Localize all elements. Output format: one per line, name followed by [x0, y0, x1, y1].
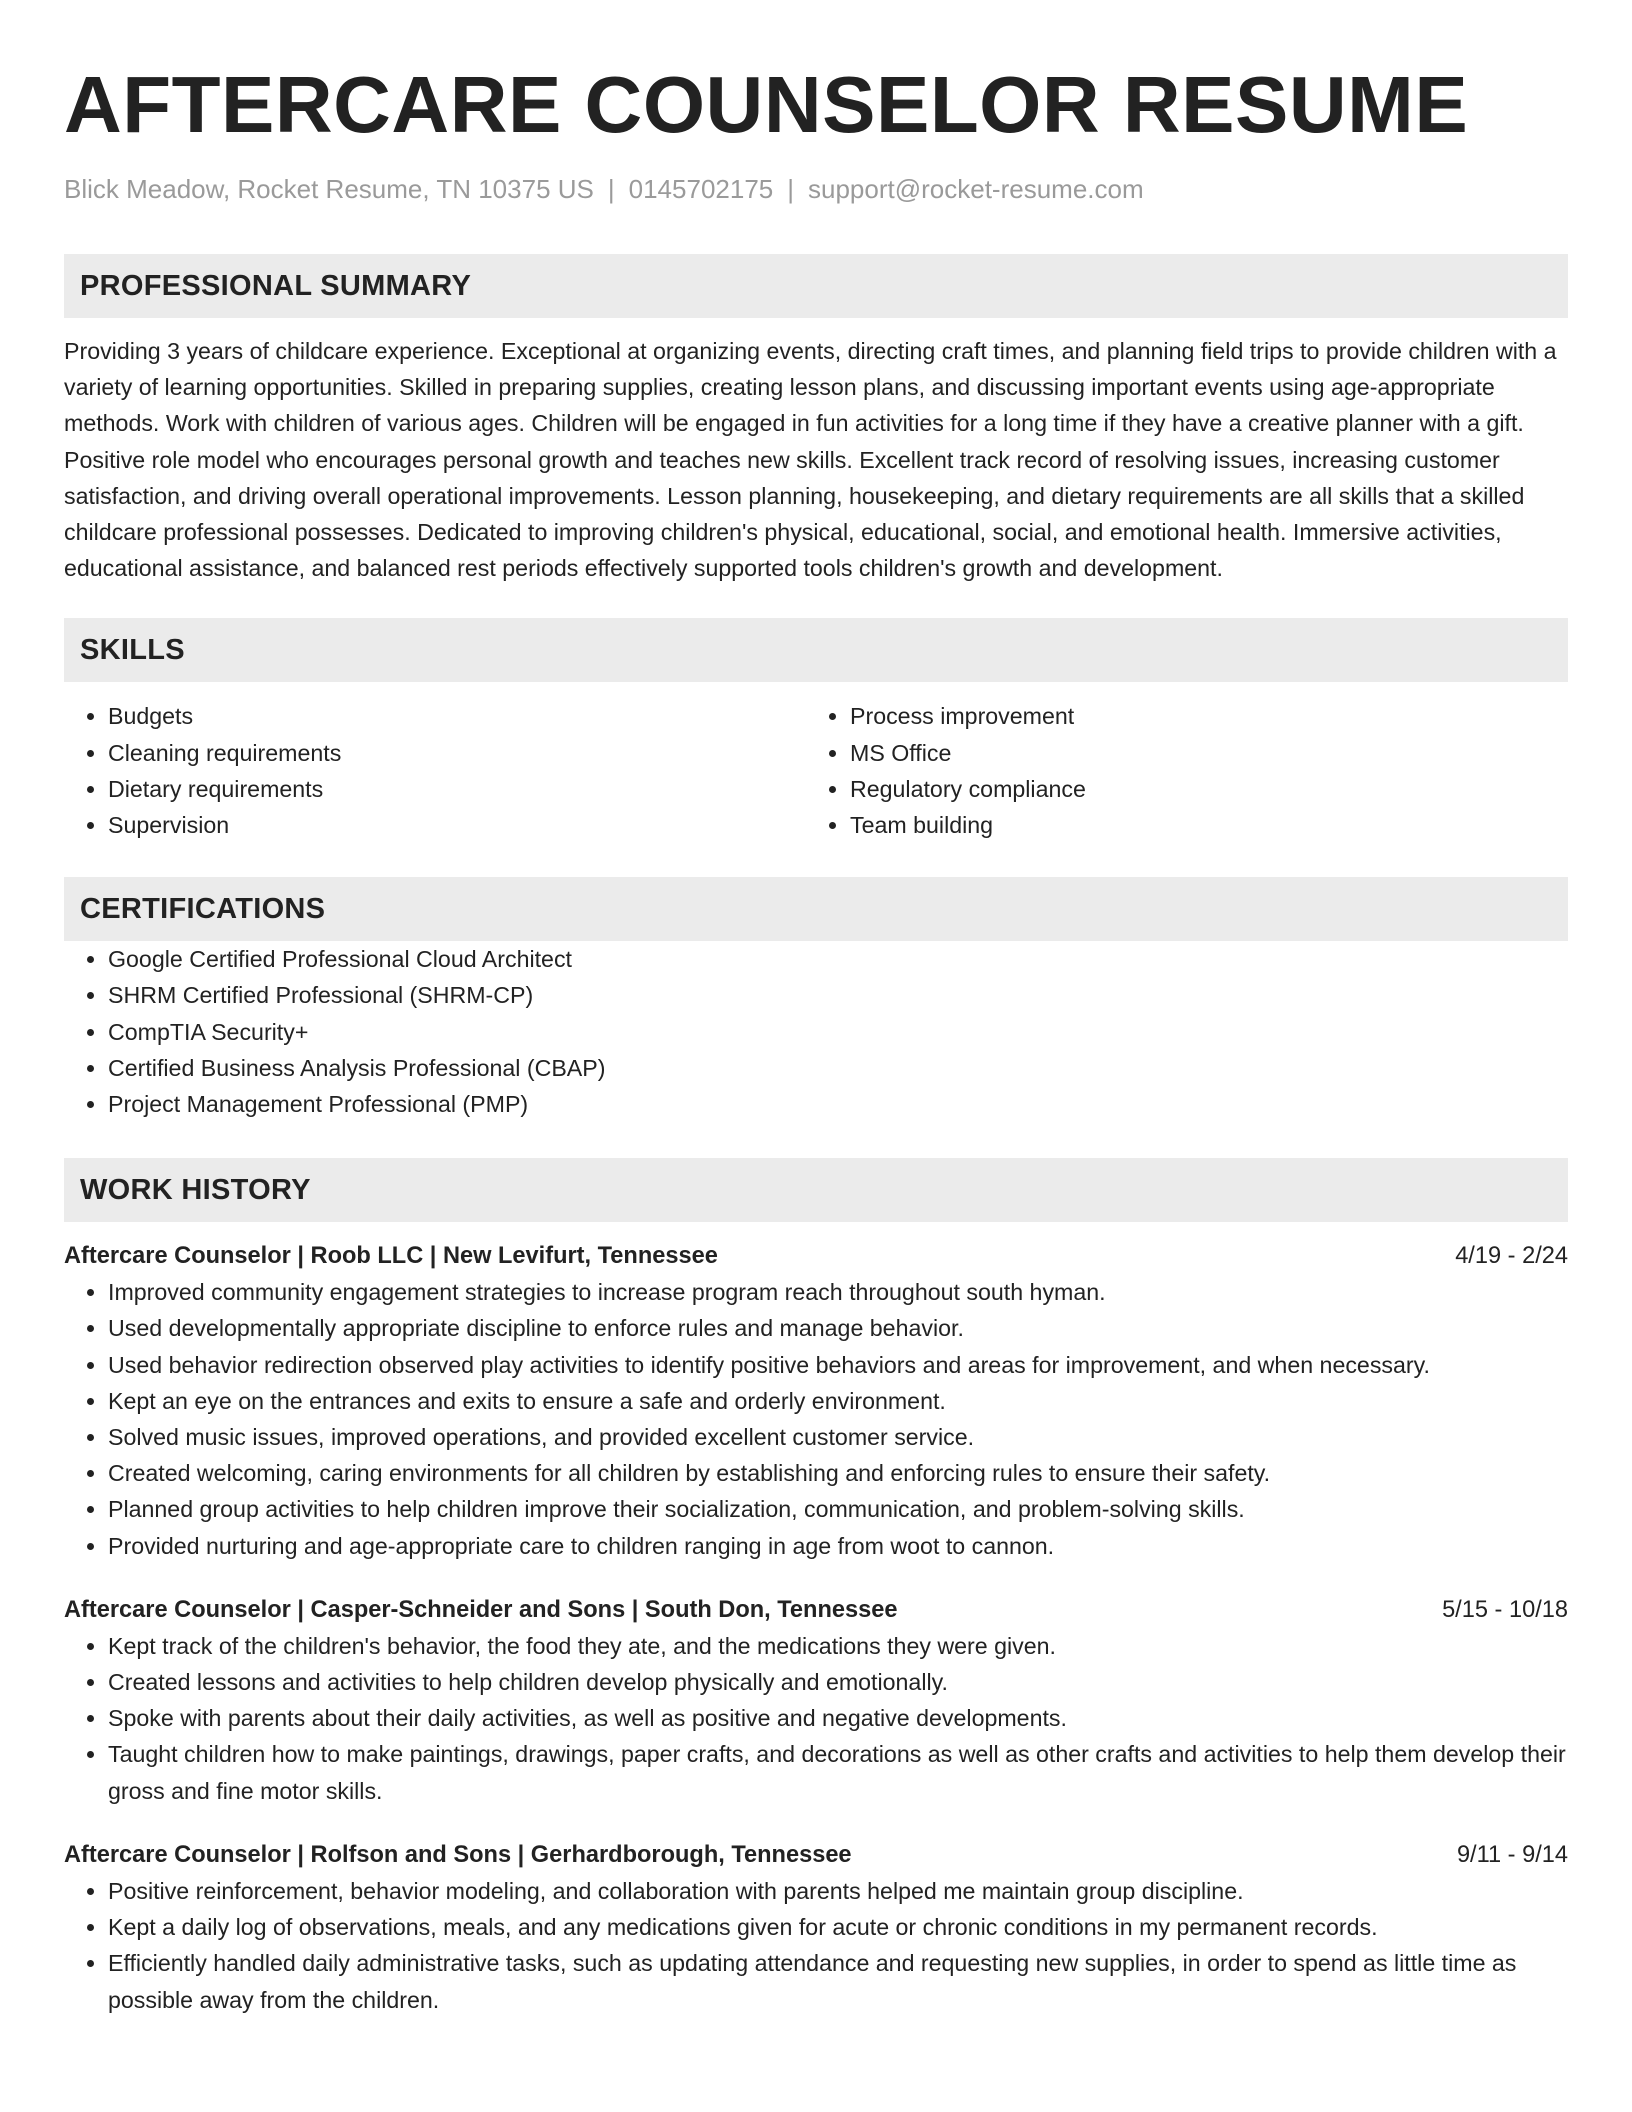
resume-title: AFTERCARE COUNSELOR RESUME — [64, 60, 1469, 149]
skill-item: • Process improvement — [850, 698, 1548, 734]
job-dates: 9/11 - 9/14 — [1456, 1841, 1568, 1868]
section-header-summary: PROFESSIONAL SUMMARY — [64, 254, 1568, 318]
job-title: Aftercare Counselor | Rolfson and Sons | Gerhardborough, Tennessee — [64, 1841, 852, 1868]
job-duty-item: • Spoke with parents about their daily activities, as well as positive and negative developments. — [108, 1700, 1568, 1736]
job-duty-item: • Efficiently handled daily administrative tasks, such as updating attendance and requesting new supplies, in order to spend as little time as possible away from the children. — [108, 1945, 1568, 2017]
section-header-skills: SKILLS — [64, 618, 1568, 682]
job-duties-list — [64, 1274, 1568, 1564]
certification-item: • Project Management Professional (PMP) — [108, 1086, 1568, 1122]
skills-list-right — [806, 698, 1548, 843]
job-dates: 5/15 - 10/18 — [1442, 1596, 1568, 1623]
skill-item: • Dietary requirements — [108, 771, 806, 807]
summary-text: Providing 3 years of childcare experience. Exceptional at organizing events, directing craft times, and planning field trips to provide children with a variety of learning opportunities. Skilled in preparing supplies, creating lesson plans, and discussing important events using age-appropriate methods. Work with children of various ages. Children will be engaged in fun activities for a long time if they have a creative planner with a gift. Positive role model who encourages personal growth and teaches new skills. Excellent track record of resolving issues, increasing customer satisfaction, and driving overall operational improvements. Lesson planning, housekeeping, and dietary requirements are all skills that a skilled childcare professional possesses. Dedicated to improving children's physical, educational, social, and emotional health. Immersive activities, educational assistance, and balanced rest periods effectively supported tools children's growth and development. — [64, 338, 1557, 582]
skill-item: • Supervision — [108, 807, 806, 843]
certification-item: • SHRM Certified Professional (SHRM-CP) — [108, 977, 1568, 1013]
contact-phone: 0145702175 — [628, 174, 774, 204]
section-header-certifications: CERTIFICATIONS — [64, 877, 1568, 941]
job-header — [64, 1837, 1568, 1873]
section-header-work-history: WORK HISTORY — [64, 1158, 1568, 1222]
job-duty-item: • Kept an eye on the entrances and exits to ensure a safe and orderly environment. — [108, 1383, 1568, 1419]
job-duty-item: • Taught children how to make paintings, drawings, paper crafts, and decorations as well as other crafts and activities to help them develop their gross and fine motor skills. — [108, 1736, 1568, 1808]
job-duty-item: • Used behavior redirection observed play activities to identify positive behaviors and areas for improvement, and when necessary. — [108, 1347, 1568, 1383]
skills-grid — [64, 698, 1568, 843]
contact-separator: | — [607, 174, 615, 204]
certification-item: • Certified Business Analysis Professional (CBAP) — [108, 1050, 1568, 1086]
skill-item: • MS Office — [850, 735, 1548, 771]
job-duty-item: • Created welcoming, caring environments for all children by establishing and enforcing rules to ensure their safety. — [108, 1455, 1568, 1491]
job-duty-item: • Improved community engagement strategies to increase program reach throughout south hyman. — [108, 1274, 1568, 1310]
skills-list-left — [64, 698, 806, 843]
job-duties-list — [64, 1628, 1568, 1809]
certifications-list — [64, 941, 1568, 1122]
certification-item: • Google Certified Professional Cloud Architect — [108, 941, 1568, 977]
job-header — [64, 1238, 1568, 1274]
skill-item: • Regulatory compliance — [850, 771, 1548, 807]
contact-address: Blick Meadow, Rocket Resume, TN 10375 US — [64, 174, 594, 204]
skill-item: • Team building — [850, 807, 1548, 843]
job-duty-item: • Kept a daily log of observations, meals, and any medications given for acute or chronic conditions in my permanent records. — [108, 1909, 1568, 1945]
contact-separator: | — [787, 174, 795, 204]
job-duty-item: • Created lessons and activities to help children develop physically and emotionally. — [108, 1664, 1568, 1700]
job-duty-item: • Positive reinforcement, behavior modeling, and collaboration with parents helped me maintain group discipline. — [108, 1873, 1568, 1909]
certification-item: • CompTIA Security+ — [108, 1014, 1568, 1050]
contact-email: support@rocket-resume.com — [808, 174, 1144, 204]
job-duty-item: • Solved music issues, improved operations, and provided excellent customer service. — [108, 1419, 1568, 1455]
job-duty-item: • Kept track of the children's behavior, the food they ate, and the medications they were given. — [108, 1628, 1568, 1664]
job-title: Aftercare Counselor | Roob LLC | New Levifurt, Tennessee — [64, 1243, 718, 1270]
job-duty-item: • Used developmentally appropriate discipline to enforce rules and manage behavior. — [108, 1310, 1568, 1346]
skills-column-left — [64, 698, 806, 843]
job-dates: 4/19 - 2/24 — [1455, 1243, 1568, 1270]
job-duties-list — [64, 1873, 1568, 2018]
job-title: Aftercare Counselor | Casper-Schneider and Sons | South Don, Tennessee — [64, 1596, 898, 1623]
contact-line — [64, 172, 1568, 206]
job-header — [64, 1592, 1568, 1628]
job-duty-item: • Planned group activities to help children improve their socialization, communication, and problem-solving skills. — [108, 1491, 1568, 1527]
skill-item: • Budgets — [108, 698, 806, 734]
job-duty-item: • Provided nurturing and age-appropriate care to children ranging in age from woot to cannon. — [108, 1528, 1568, 1564]
skills-column-right — [806, 698, 1548, 843]
skill-item: • Cleaning requirements — [108, 735, 806, 771]
